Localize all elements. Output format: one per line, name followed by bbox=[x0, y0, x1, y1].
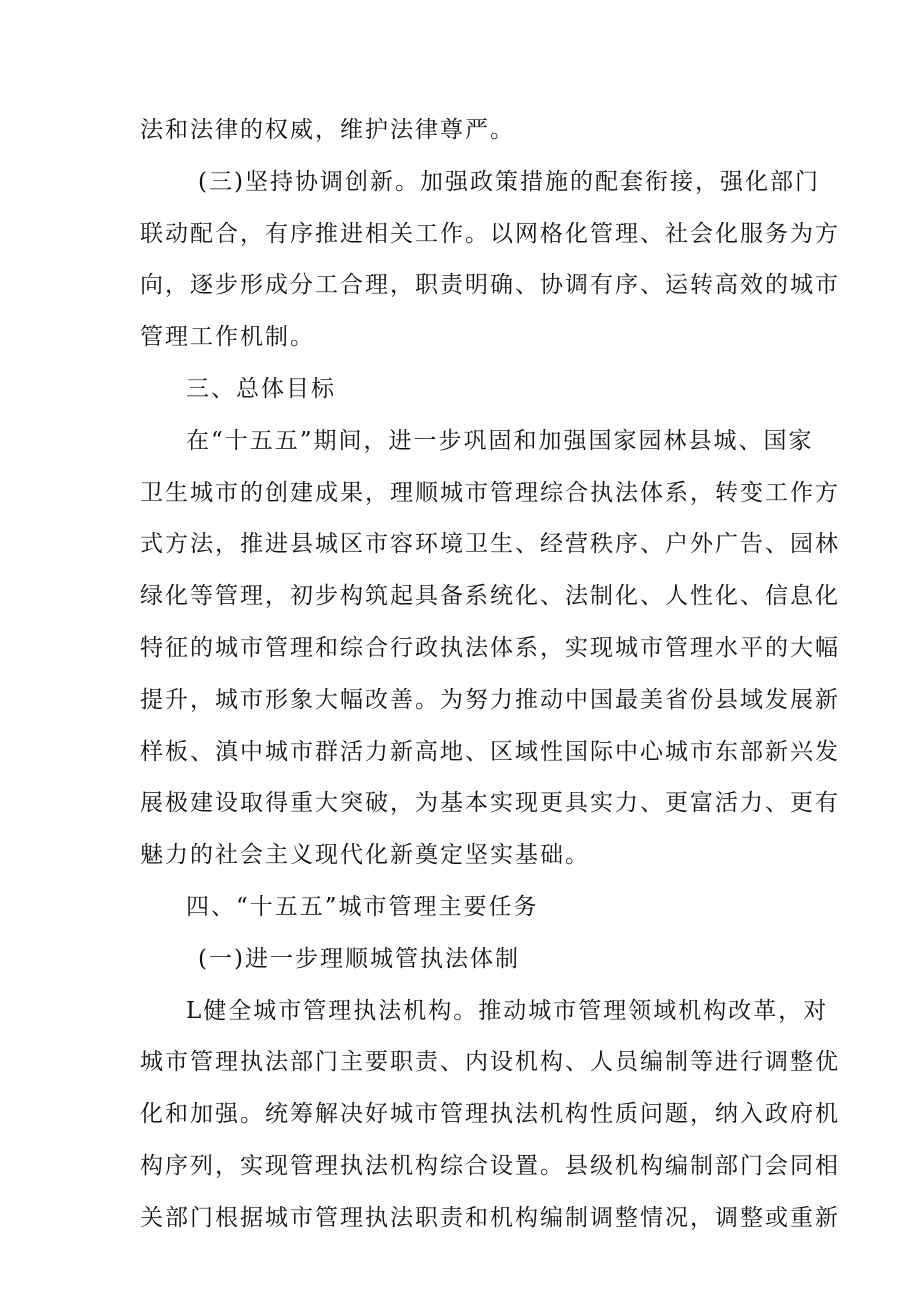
section-heading-3: (三)坚持协调创新。加强政策措施的配套衔接，强化部门 bbox=[198, 168, 820, 195]
paragraph-line: 关部门根据城市管理执法职责和机构编制调整情况，调整或重新 bbox=[140, 1204, 840, 1231]
section-heading-1: (一)进一步理顺城管执法体制 bbox=[198, 945, 520, 972]
paragraph-line: 城市管理执法部门主要职责、内设机构、人员编制等进行调整优 bbox=[140, 1049, 840, 1076]
paragraph-line: 法和法律的权威，维护法律尊严。 bbox=[140, 117, 515, 143]
paragraph-line: 式方法，推进县城区市容环境卫生、经营秩序、户外广告、园林 bbox=[140, 531, 840, 558]
paragraph-line: 化和加强。统筹解决好城市管理执法机构性质问题，纳入政府机 bbox=[140, 1101, 840, 1128]
document-body bbox=[140, 105, 840, 1245]
paragraph-line: 向，逐步形成分工合理，职责明确、协调有序、运转高效的城市 bbox=[140, 272, 840, 299]
paragraph-line: 特征的城市管理和综合行政执法体系，实现城市管理水平的大幅 bbox=[140, 634, 840, 661]
paragraph-line: 卫生城市的创建成果，理顺城市管理综合执法体系，转变工作方 bbox=[140, 479, 840, 506]
paragraph-line: 样板、滇中城市群活力新高地、区域性国际中心城市东部新兴发 bbox=[140, 738, 840, 765]
section-title-overall-goals: 三、总体目标 bbox=[186, 375, 336, 402]
section-title-main-tasks: 四、“十五五”城市管理主要任务 bbox=[186, 893, 539, 920]
paragraph-line: 提升，城市形象大幅改善。为努力推动中国最美省份县域发展新 bbox=[140, 686, 840, 713]
paragraph-line: 展极建设取得重大突破，为基本实现更具实力、更富活力、更有 bbox=[140, 790, 840, 817]
paragraph-line: 构序列，实现管理执法机构综合设置。县级机构编制部门会同相 bbox=[140, 1152, 840, 1179]
paragraph-line: 绿化等管理，初步构筑起具备系统化、法制化、人性化、信息化 bbox=[140, 583, 840, 610]
paragraph-line: 联动配合，有序推进相关工作。以网格化管理、社会化服务为方 bbox=[140, 220, 840, 247]
paragraph-line: 魅力的社会主义现代化新奠定坚实基础。 bbox=[140, 842, 590, 869]
paragraph-line: 在“十五五”期间，进一步巩固和加强国家园林县城、国家 bbox=[186, 427, 814, 454]
paragraph-line: L健全城市管理执法机构。推动城市管理领域机构改革，对 bbox=[186, 997, 829, 1024]
paragraph-line: 管理工作机制。 bbox=[140, 324, 315, 351]
